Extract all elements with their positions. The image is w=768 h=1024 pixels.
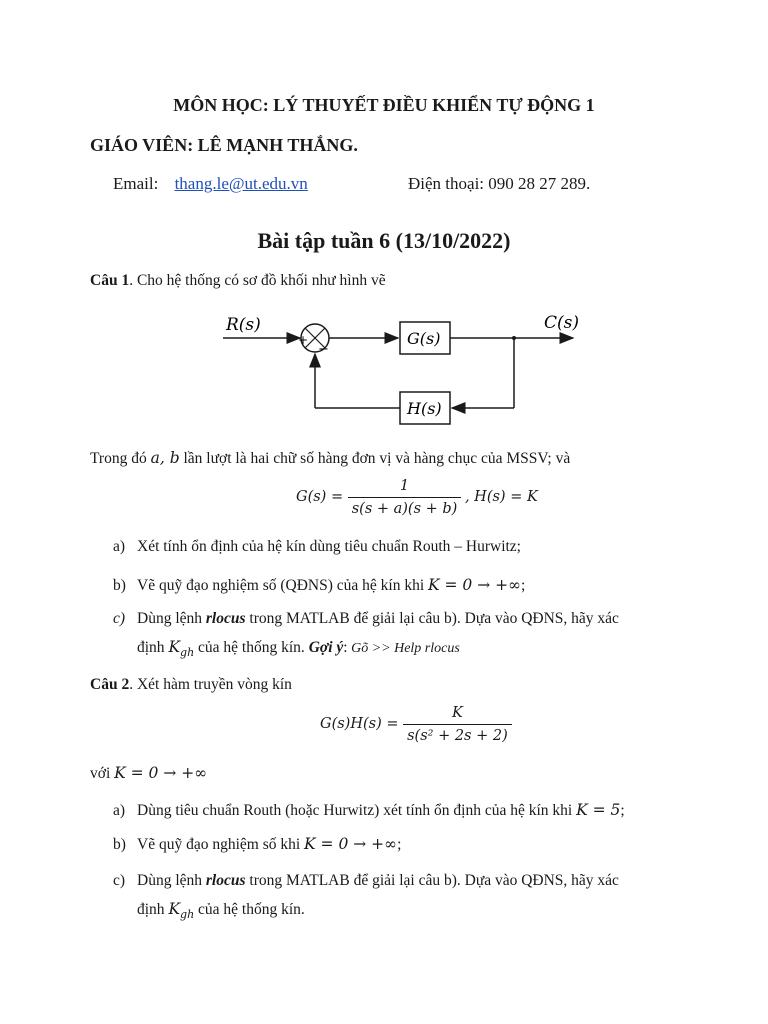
q2-item-b: b) Vẽ quỹ đạo nghiệm số khi K = 0 → +∞; [113, 835, 402, 853]
feedback-label: H(s) [407, 399, 442, 418]
forward-label: G(s) [407, 329, 441, 348]
q2-fraction: $\frac{K}{\text{s(s² + 2s + 2)}}$ [403, 705, 512, 744]
q1-item-b: b) Vẽ quỹ đạo nghiệm số (QĐNS) của hệ kín khi K = 0 → +∞; [113, 576, 526, 594]
q1-item-a: a) Xét tính ổn định của hệ kín dùng tiêu chuẩn Routh – Hurwitz; [113, 538, 521, 555]
q2-label: Câu 2 [90, 676, 130, 693]
q1-item-c-line2: định $K_{gh}$ của hệ thống kín. Gợi ý: Gõ >> Help rlocus [137, 638, 460, 660]
q1-fraction: $\frac{1}{s(s + a)(s + b)}$ [348, 478, 462, 517]
q2-equation: G(s)H(s) = $\frac{K}{\text{s(s² + 2s + 2)}}$ [320, 705, 512, 744]
homework-title: Bài tập tuần 6 (13/10/2022) [257, 228, 511, 253]
q1-where: Trong đó a, b lần lượt là hai chữ số hàng đơn vị và hàng chục của MSSV; và [90, 449, 571, 467]
q1-equation: G(s) = $\frac{1}{s(s + a)(s + b)}$ , H(s) = K [296, 478, 538, 517]
minus-sign: − [318, 342, 329, 357]
rlocus-command: rlocus [205, 610, 246, 627]
hint-text: Gõ >> Help rlocus [347, 641, 460, 656]
course-title: MÔN HỌC: LÝ THUYẾT ĐIỀU KHIỂN TỰ ĐỘNG 1 [173, 95, 595, 115]
hint-label: Gợi ý [308, 639, 344, 656]
phone-number: Điện thoại: 090 28 27 289. [408, 174, 591, 193]
teacher-name: GIÁO VIÊN: LÊ MẠNH THẮNG. [90, 135, 358, 155]
q2-with: với K = 0 → +∞ [90, 764, 208, 782]
block-diagram [218, 302, 588, 432]
plus-sign: + [298, 333, 309, 347]
email-row [113, 174, 308, 194]
q1-intro: Câu 1. Cho hệ thống có sơ đồ khối như hình vẽ [90, 272, 386, 289]
email-label: Email: [113, 174, 159, 193]
q2-item-c: c) Dùng lệnh rlocus trong MATLAB để giải lại câu b). Dựa vào QĐNS, hãy xác [113, 872, 619, 889]
output-label: C(s) [544, 313, 579, 333]
rlocus-command-2: rlocus [205, 872, 246, 889]
q1-label: Câu 1 [90, 272, 130, 289]
input-label: R(s) [226, 315, 261, 335]
q2-item-c-line2: định $K_{gh}$ của hệ thống kín. [137, 900, 305, 922]
q2-intro: Câu 2. Xét hàm truyền vòng kín [90, 676, 292, 693]
email-link[interactable]: thang.le@ut.edu.vn [174, 174, 308, 193]
q1-item-c: c) Dùng lệnh rlocus trong MATLAB để giải lại câu b). Dựa vào QĐNS, hãy xác [113, 610, 619, 627]
q2-item-a: a) Dùng tiêu chuẩn Routh (hoặc Hurwitz) xét tính ổn định của hệ kín khi K = 5; [113, 801, 625, 819]
